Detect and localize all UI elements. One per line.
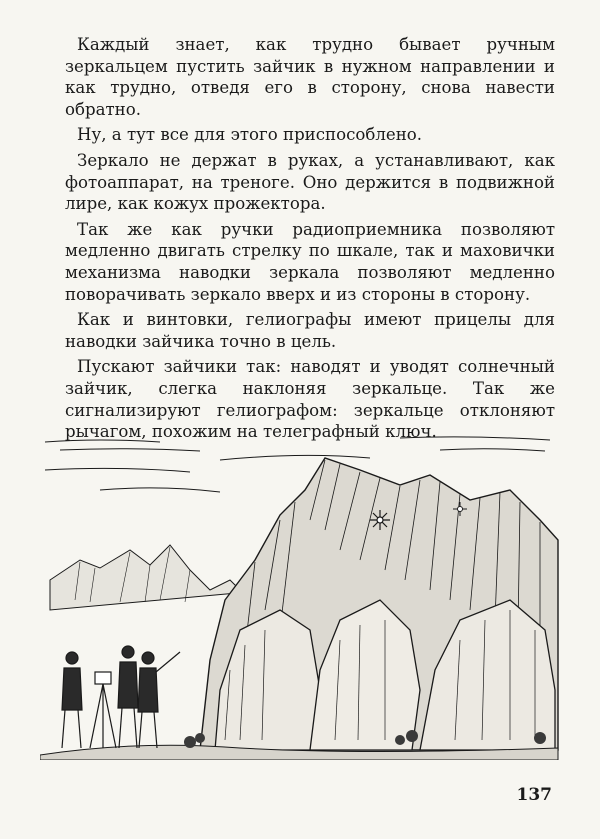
- page-number: 137: [516, 785, 552, 805]
- sky-lines: [45, 437, 550, 492]
- signal-figures: [62, 646, 180, 748]
- paragraph-3: Зеркало не держат в руках, а устанавливают, как фотоаппарат, на треноге. Оно держится в подвижной лире, как кожух прожектора.: [65, 150, 555, 214]
- body-text: [65, 34, 555, 447]
- paragraph-2: Ну, а тут все для этого приспособлено.: [77, 125, 423, 145]
- heliograph-flash-icon: [370, 510, 390, 530]
- paragraph-1: Каждый знает, как трудно бывает ручным зеркальцем пустить зайчик в нужном направлении и как трудно, отведя его в сторону, снова навести обратно.: [65, 35, 555, 119]
- paragraph-6: Пускают зайчики так: наводят и уводят солнечный зайчик, слегка наклоняя зеркальце. Так же сигнализируют гелиографом: зеркальце отклоняют рычагом, похожим на телеграфный ключ.: [65, 357, 555, 442]
- paragraph-4: Так же как ручки радиоприемника позволяют медленно двигать стрелку по шкале, так и маховички механизма наводки зеркала позволяют медленно поворачивать зеркало вверх и из стороны в сторону.: [65, 219, 555, 304]
- paragraph-5: Как и винтовки, гелиографы имеют прицелы для наводки зайчика точно в цель.: [65, 310, 555, 351]
- mountain-heliograph-illustration: [40, 430, 560, 760]
